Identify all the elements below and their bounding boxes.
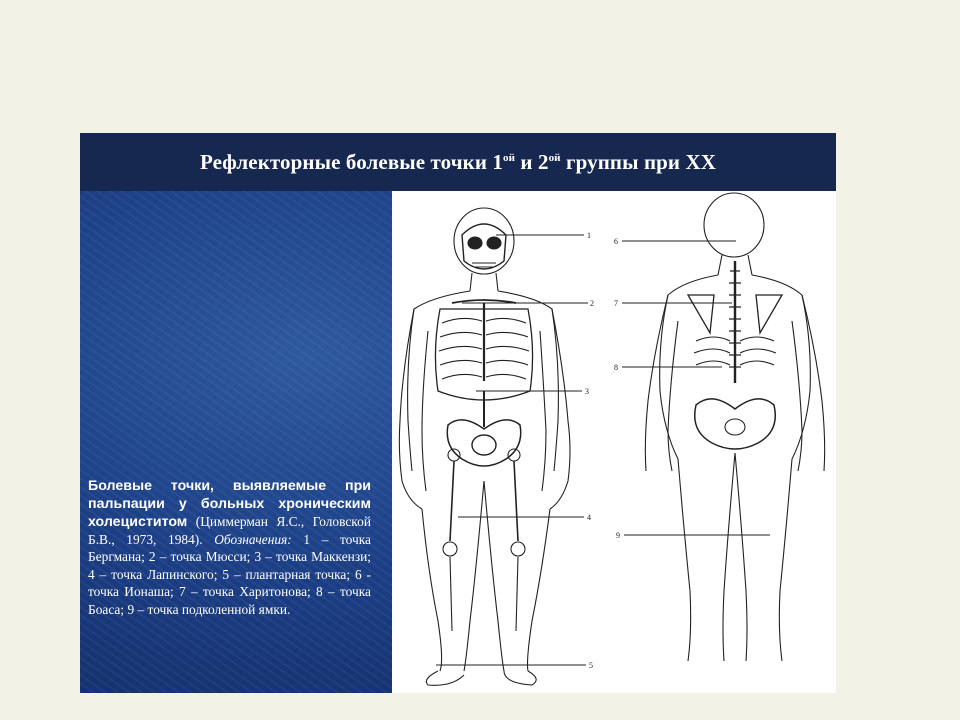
label-8: 8 (614, 363, 618, 372)
anatomy-drawing (392, 191, 836, 693)
label-6: 6 (614, 237, 618, 246)
title-bar (80, 133, 836, 191)
caption-text (88, 477, 371, 618)
legend-text: 1 – точка Бергмана; 2 – точка Мюсси; 3 – точка Маккензи; 4 – точка Лапинского; 5 – плантарная точка; 6 - точка Ионаша; 7 – точка Харитонова; 8 – точка Боаса; 9 – точка подколенной ямки. (88, 532, 371, 617)
label-2: 2 (590, 299, 594, 308)
figure-number-labels (585, 231, 620, 670)
caption-citation: (Циммерман Я.С., Головской Б.В., 1973, 1984). (88, 514, 371, 547)
label-3: 3 (585, 387, 589, 396)
slide-title: Рефлекторные болевые точки $1^{ой}$ и $2^{ой}$ группы при ХХ (199, 149, 717, 174)
label-9: 9 (616, 531, 620, 540)
back-body-figure (622, 193, 825, 661)
label-5: 5 (589, 661, 593, 670)
label-1: 1 (587, 231, 591, 240)
slide-panel (80, 133, 836, 693)
label-4: 4 (587, 513, 591, 522)
front-body-figure (399, 208, 588, 685)
anatomy-figure (392, 191, 836, 693)
legend-label: Обозначения: (214, 532, 292, 547)
caption-heading: Болевые точки, выявляемые при пальпации у больных хроническим холециститом (88, 478, 371, 530)
label-7: 7 (614, 299, 618, 308)
